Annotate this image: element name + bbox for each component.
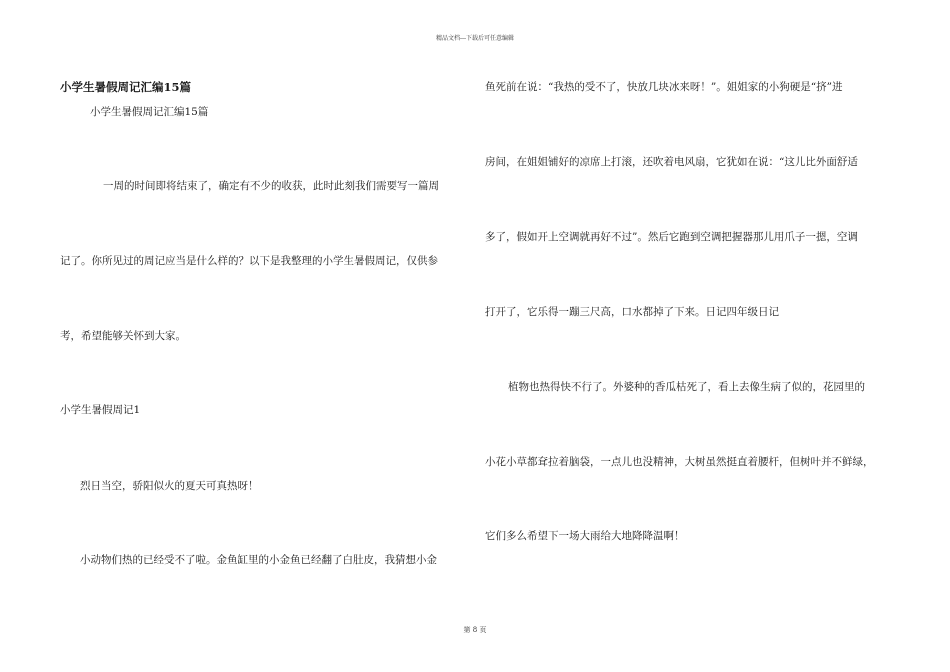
intro-line-1: 一周的时间即将结束了，确定有不少的收获，此时此刻我们需要写一篇周 <box>103 180 439 192</box>
page-header: 精品文档---下载后可任意编辑 <box>435 35 515 42</box>
intro-line-3: 考，希望能够关怀到大家。 <box>60 330 186 342</box>
right-line-2: 房间，在姐姐铺好的凉席上打滚，还吹着电风扇，它犹如在说：“这儿比外面舒适 <box>485 156 858 168</box>
right-line-6: 小花小草都耷拉着脑袋，一点儿也没精神，大树虽然挺直着腰杆，但树叶并不鲜绿， <box>485 456 874 468</box>
right-line-3: 多了，假如开上空调就再好不过”。然后它跑到空调把握器那儿用爪子一摁，空调 <box>485 231 858 243</box>
document-subtitle: 小学生暑假周记汇编15篇 <box>90 106 209 118</box>
intro-line-2: 记了。你所见过的周记应当是什么样的？以下是我整理的小学生暑假周记，仅供参 <box>60 255 438 267</box>
right-line-5: 植物也热得快不行了。外婆种的香瓜枯死了，看上去像生病了似的，花园里的 <box>508 381 865 393</box>
paragraph-1: 烈日当空，骄阳似火的夏天可真热呀！ <box>80 480 259 492</box>
paragraph-2-line-1: 小动物们热的已经受不了啦。金鱼缸里的小金鱼已经翻了白肚皮，我猜想小金 <box>80 554 437 566</box>
right-line-7: 它们多么希望下一场大雨给大地降降温啊！ <box>485 530 685 542</box>
right-line-1: 鱼死前在说：“我热的受不了，快放几块冰来呀！”。姐姐家的小狗硬是“挤”进 <box>485 81 843 93</box>
right-line-4: 打开了，它乐得一蹦三尺高，口水都掉了下来。日记四年级日记 <box>485 306 779 318</box>
page-footer: 第 8 页 <box>463 626 487 634</box>
document-title: 小学生暑假周记汇编15篇 <box>60 80 192 94</box>
section-heading: 小学生暑假周记1 <box>60 404 141 416</box>
